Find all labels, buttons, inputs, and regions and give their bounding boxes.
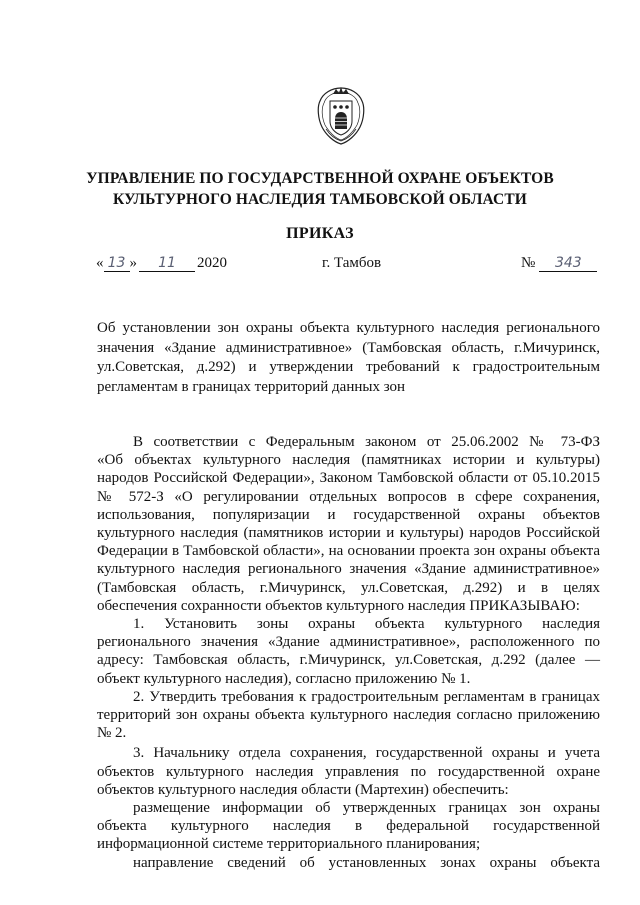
- quote-close: »: [129, 255, 137, 271]
- document-type: ПРИКАЗ: [286, 225, 354, 242]
- coat-of-arms-icon: [314, 85, 368, 147]
- body-line: адресу: Тамбовская область, г.Мичуринск, ул.Советская, д.292 (далее —: [97, 652, 600, 669]
- order-body: [97, 433, 600, 872]
- body-line: культурного наследия регионального значения «Здание административное»: [97, 561, 600, 578]
- body-line: объектов культурного наследия области (Мартехин) обеспечить:: [97, 781, 509, 798]
- order-number: [521, 255, 597, 272]
- body-line: 3. Начальнику отдела сохранения, государственной охраны и учета: [133, 745, 600, 762]
- body-line: обеспечения сохранности объектов культурного наследия ПРИКАЗЫВАЮ:: [97, 597, 580, 614]
- body-line: объекта культурного наследия в федеральной государственной: [97, 818, 600, 835]
- body-line: направление сведений об установленных зонах охраны объекта: [133, 854, 600, 871]
- body-line: № 572-З «О регулировании отдельных вопросов в сфере сохранения,: [97, 488, 600, 505]
- body-line: 1. Установить зоны охраны объекта культурного наследия: [133, 616, 600, 633]
- body-line: использования, популяризации и государственной охраны объектов: [97, 506, 600, 523]
- order-city: г. Тамбов: [322, 255, 382, 271]
- subject-line: ул.Советская, д.292) и утверждении требований к градостроительным: [97, 359, 600, 376]
- handwritten-month: 11: [139, 255, 195, 272]
- body-line: 2. Утвердить требования к градостроительным регламентам в границах: [133, 688, 600, 705]
- body-line: (Тамбовская область, г.Мичуринск, ул.Советская, д.292) и в целях: [97, 579, 600, 596]
- body-line: информационной системе территориального планирования;: [97, 836, 481, 853]
- body-line: территорий зон охраны объекта культурного наследия согласно приложению: [97, 707, 600, 724]
- body-line: № 2.: [97, 725, 127, 742]
- body-line: культурного наследия (памятников истории и культуры) народов Российской: [97, 525, 600, 542]
- subject-line: значения «Здание административное» (Тамбовская область, г.Мичуринск,: [97, 339, 600, 356]
- subject-line: Об установлении зон охраны объекта культурного наследия регионального: [97, 320, 600, 336]
- handwritten-number: 343: [539, 255, 597, 272]
- body-line: Федерации в Тамбовской области», на основании проекта зон охраны объекта: [97, 543, 600, 560]
- number-sign: №: [521, 255, 536, 271]
- order-year: 2020: [197, 255, 227, 271]
- quote-open: «: [96, 255, 104, 271]
- organization-title: [40, 168, 600, 210]
- organization-title-line: КУЛЬТУРНОГО НАСЛЕДИЯ ТАМБОВСКОЙ ОБЛАСТИ: [113, 191, 527, 208]
- organization-title-line: УПРАВЛЕНИЕ ПО ГОСУДАРСТВЕННОЙ ОХРАНЕ ОБЪЕКТОВ: [86, 170, 554, 187]
- subject-line: регламентам в границах территорий данных зон: [97, 378, 406, 395]
- body-line: народов Российской Федерации», Законом Тамбовской области от 05.10.2015: [97, 470, 600, 487]
- order-subject: [97, 319, 600, 397]
- body-line: «Об объектах культурного наследия (памятниках истории и культуры): [97, 452, 600, 469]
- handwritten-day: 13: [104, 255, 130, 272]
- body-line: объектов культурного наследия управления по государственной охране: [97, 763, 600, 780]
- body-line: размещение информации об утвержденных границах зон охраны: [133, 800, 600, 817]
- body-line: регионального значения «Здание административное», расположенного по: [97, 634, 600, 651]
- body-line: объект культурного наследия), согласно приложению № 1.: [97, 670, 471, 687]
- order-date: [96, 255, 227, 272]
- body-line: В соответствии с Федеральным законом от 25.06.2002 № 73-ФЗ: [133, 434, 600, 450]
